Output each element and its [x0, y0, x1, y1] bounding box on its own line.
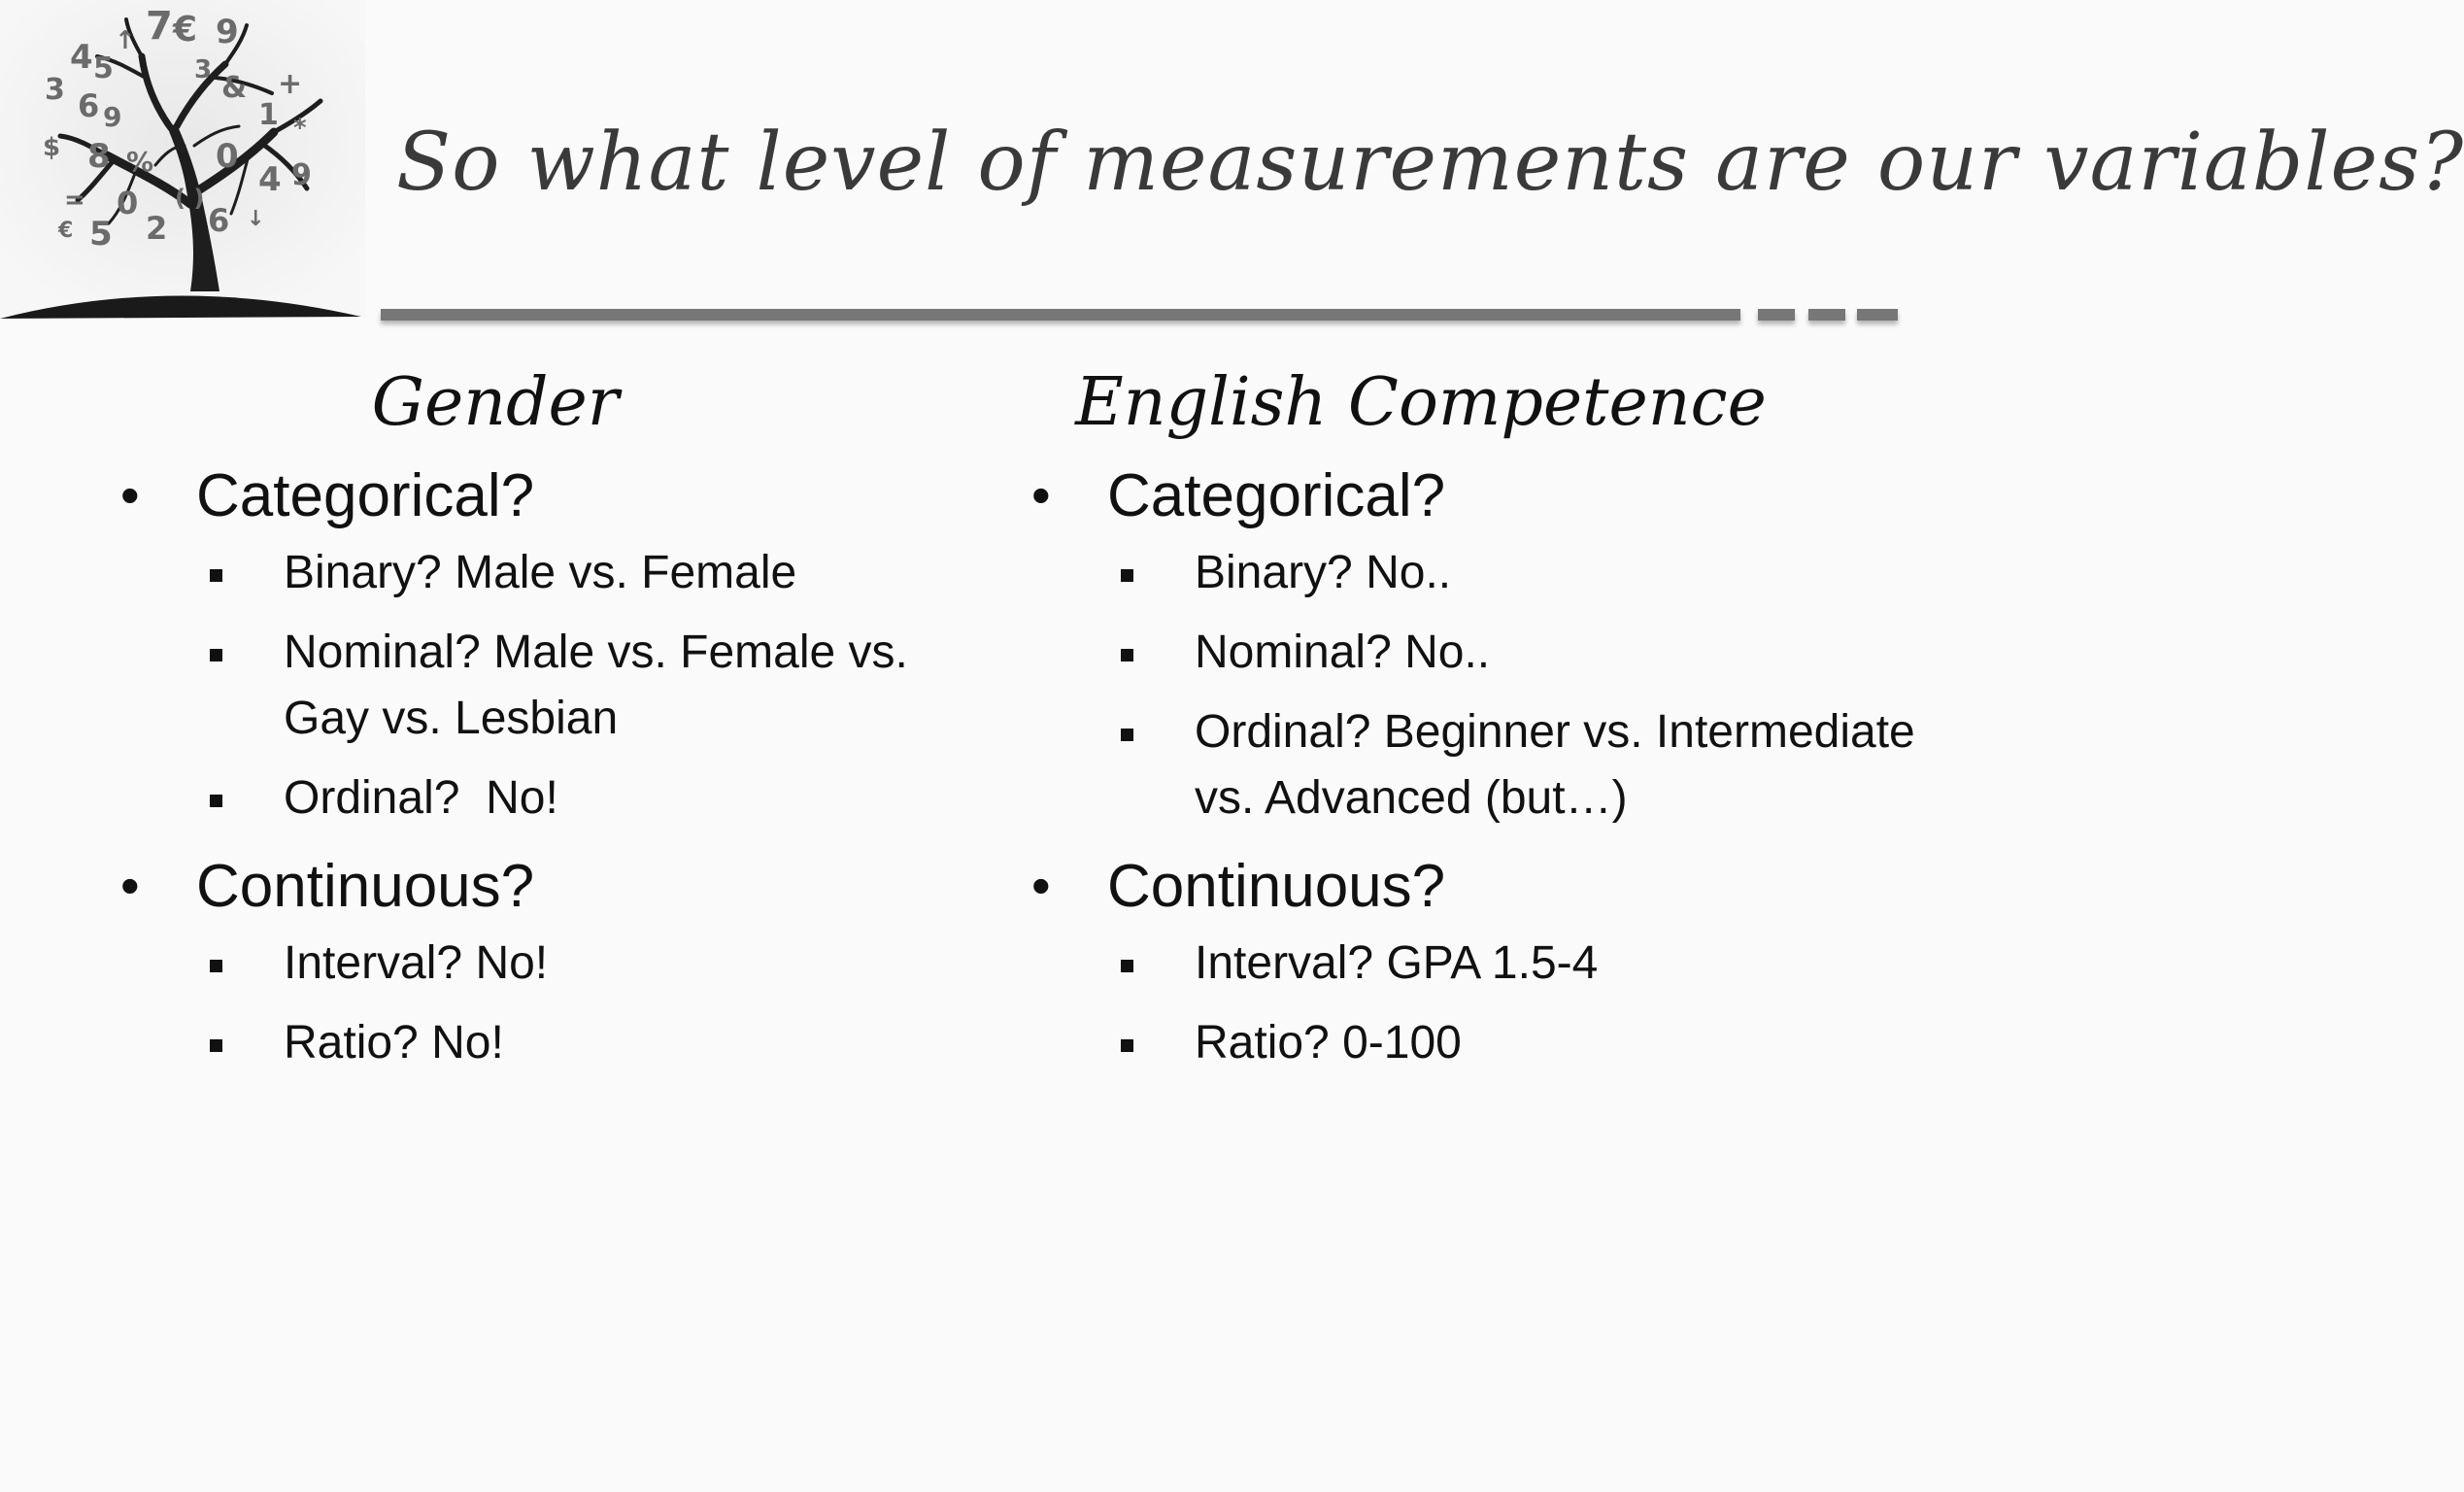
sub-list-item-label: Interval? No!: [284, 937, 549, 989]
svg-text:9: 9: [291, 158, 312, 192]
svg-text:7: 7: [146, 4, 173, 49]
square-bullet-icon: [1121, 649, 1133, 661]
square-bullet-icon: [1121, 1039, 1133, 1052]
sub-list-item-label: Ordinal? No!: [284, 772, 558, 824]
sub-list-item-label: Binary? No..: [1195, 547, 1452, 598]
sub-list-item-label: Binary? Male vs. Female: [284, 547, 797, 598]
list-item: [107, 455, 1000, 831]
svg-text:€: €: [173, 10, 198, 50]
sub-list-item-label: Ordinal? Beginner vs. Intermediate vs. Advanced (but…): [1195, 706, 1915, 824]
svg-text:3: 3: [45, 73, 65, 107]
number-tree-icon: [0, 0, 369, 321]
svg-text:+: +: [278, 67, 303, 101]
bullet-list: [1018, 455, 1931, 1076]
svg-text:=: =: [64, 186, 85, 215]
svg-text:€: €: [58, 219, 74, 243]
svg-text:$: $: [43, 133, 61, 162]
svg-text:2: 2: [146, 210, 168, 247]
svg-text:%: %: [126, 146, 154, 178]
title-divider-dash: [1808, 309, 1845, 321]
sub-bullet-list: [1107, 540, 1931, 831]
square-bullet-icon: [210, 569, 222, 582]
sub-list-item: [196, 765, 1000, 831]
sub-list-item: [1107, 540, 1931, 606]
sub-list-item: [196, 1010, 1000, 1076]
square-bullet-icon: [1121, 569, 1133, 582]
svg-text:4: 4: [70, 38, 93, 77]
square-bullet-icon: [210, 1039, 222, 1052]
sub-bullet-list: [1107, 931, 1931, 1076]
svg-text:*: *: [293, 114, 307, 143]
title-divider-dash: [1857, 309, 1898, 321]
sub-list-item: [196, 620, 1000, 752]
sub-list-item: [1107, 931, 1931, 997]
svg-text:8: 8: [87, 137, 111, 176]
column-gender: [107, 364, 1000, 1090]
square-bullet-icon: [210, 649, 222, 661]
bullet-dot-icon: •: [120, 855, 140, 916]
svg-text:1: 1: [258, 98, 279, 132]
square-bullet-icon: [210, 795, 222, 807]
svg-text:0: 0: [117, 185, 139, 221]
slide-title: So what level of measurements are our variables?: [396, 117, 2464, 209]
title-divider-dash: [1758, 309, 1795, 321]
sub-list-item-label: Nominal? No..: [1195, 627, 1491, 678]
svg-text:&: &: [221, 71, 248, 105]
sub-list-item-label: Nominal? Male vs. Female vs. Gay vs. Lesbian: [284, 627, 908, 744]
title-divider: [381, 309, 1740, 321]
column-heading: English Competence: [1075, 364, 1767, 441]
sub-list-item: [1107, 620, 1931, 686]
list-item-label: Categorical?: [1107, 462, 1446, 529]
sub-list-item: [1107, 1010, 1931, 1076]
svg-text:9: 9: [216, 13, 239, 51]
list-item: [1018, 455, 1931, 831]
svg-text:5: 5: [89, 215, 113, 254]
list-item-label: Continuous?: [196, 853, 535, 920]
list-item: [107, 845, 1000, 1076]
square-bullet-icon: [1121, 960, 1133, 972]
svg-text:6: 6: [78, 87, 100, 124]
svg-text:4: 4: [258, 160, 282, 199]
sub-list-item-label: Ratio? No!: [284, 1017, 504, 1068]
list-item-label: Continuous?: [1107, 853, 1446, 920]
bullet-dot-icon: •: [120, 464, 140, 526]
svg-text:0: 0: [216, 137, 239, 176]
column-heading: Gender: [371, 364, 620, 441]
sub-list-item: [196, 931, 1000, 997]
square-bullet-icon: [210, 960, 222, 972]
list-item-label: Categorical?: [196, 462, 535, 529]
svg-text:3: 3: [194, 55, 213, 85]
column-english-competence: [1018, 364, 1931, 1090]
svg-text:5: 5: [93, 51, 114, 85]
svg-text:↓: ↓: [247, 207, 265, 231]
bullet-dot-icon: •: [1031, 464, 1051, 526]
sub-bullet-list: [196, 931, 1000, 1076]
svg-text:6: 6: [208, 202, 230, 239]
sub-list-item-label: Ratio? 0-100: [1195, 1017, 1462, 1068]
svg-text:↑: ↑: [115, 26, 136, 55]
svg-text:( ): ( ): [175, 185, 205, 212]
sub-list-item-label: Interval? GPA 1.5-4: [1195, 937, 1599, 989]
bullet-dot-icon: •: [1031, 855, 1051, 916]
sub-bullet-list: [196, 540, 1000, 831]
sub-list-item: [1107, 699, 1931, 831]
list-item: [1018, 845, 1931, 1076]
svg-text:9: 9: [103, 101, 122, 133]
square-bullet-icon: [1121, 729, 1133, 741]
sub-list-item: [196, 540, 1000, 606]
bullet-list: [107, 455, 1000, 1076]
